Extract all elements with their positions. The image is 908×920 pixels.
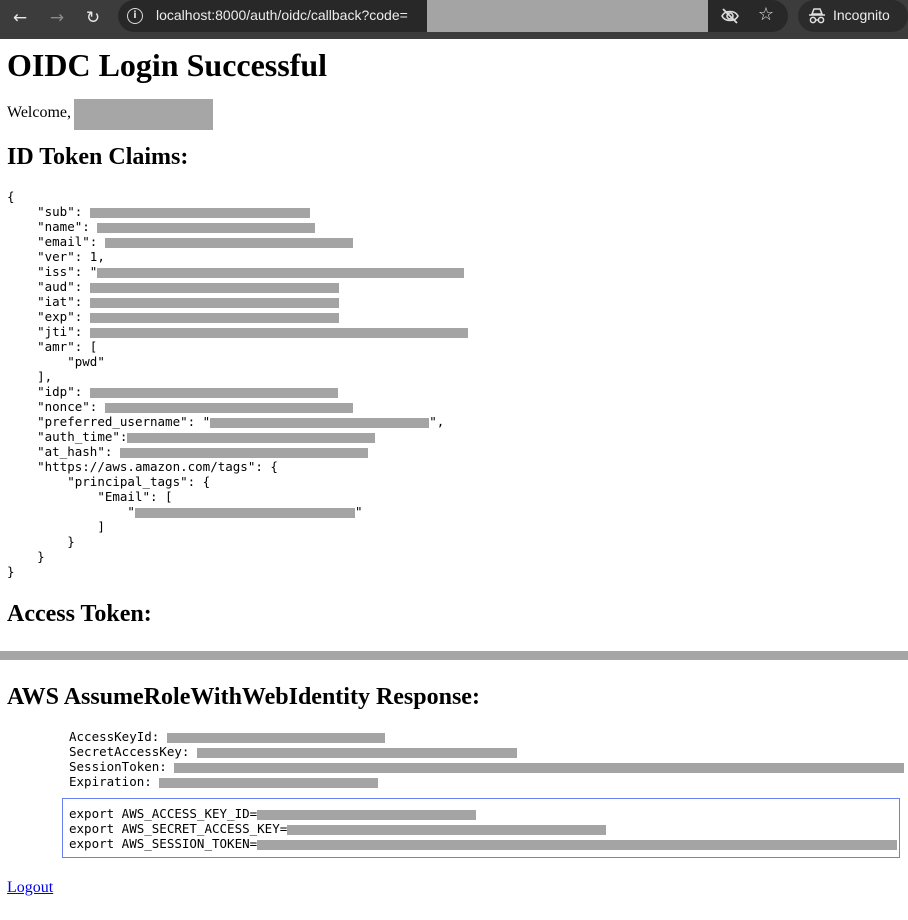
redaction bbox=[159, 778, 378, 788]
redaction bbox=[97, 223, 315, 233]
star-icon[interactable]: ☆ bbox=[757, 4, 775, 25]
redaction bbox=[90, 328, 468, 338]
redaction bbox=[90, 283, 339, 293]
export-secret-key: export AWS_SECRET_ACCESS_KEY= bbox=[69, 821, 288, 836]
aws-response-heading: AWS AssumeRoleWithWebIdentity Response: bbox=[7, 684, 480, 710]
url-text[interactable]: localhost:8000/auth/oidc/callback?code= bbox=[156, 7, 408, 23]
url-redaction bbox=[427, 0, 708, 32]
reload-icon[interactable]: ↻ bbox=[85, 8, 101, 28]
export-commands-box[interactable] bbox=[62, 798, 900, 858]
claim-iss: "iss": " bbox=[37, 264, 98, 279]
redaction bbox=[90, 313, 339, 323]
claim-aws-tags: "https://aws.amazon.com/tags": { bbox=[37, 459, 278, 474]
browser-toolbar bbox=[0, 0, 908, 39]
claim-jti: "jti": bbox=[37, 324, 90, 339]
claim-amr: "amr": [ bbox=[37, 339, 98, 354]
back-arrow-icon[interactable]: ← bbox=[12, 8, 28, 28]
quote-close: " bbox=[354, 504, 363, 519]
site-info-icon[interactable]: i bbox=[127, 8, 143, 24]
id-token-heading: ID Token Claims: bbox=[7, 144, 189, 170]
eye-off-icon[interactable] bbox=[720, 6, 740, 26]
redaction bbox=[135, 508, 355, 518]
claim-aud: "aud": bbox=[37, 279, 90, 294]
redaction bbox=[90, 298, 339, 308]
claim-principal-tags: "principal_tags": { bbox=[67, 474, 211, 489]
welcome-label: Welcome, bbox=[7, 104, 72, 121]
id-token-claims: { "sub": "name": "email": "ver": 1, "iss": " "aud": "iat": "exp": "jti": "amr": [ "pwd" ], "idp": "nonce": "preferred_username": " ", "auth_time": "at_hash": "https://aws.amazon.com/tags": { "principal_tags": { "Email": [ " " ] } } } bbox=[7, 189, 468, 579]
aws-credentials bbox=[69, 729, 904, 789]
secret-key-label: SecretAccessKey: bbox=[69, 744, 190, 759]
claims-open-brace: { bbox=[7, 189, 15, 204]
access-token-heading: Access Token: bbox=[7, 601, 152, 627]
expiration-label: Expiration: bbox=[69, 774, 152, 789]
export-commands[interactable] bbox=[69, 806, 897, 851]
claim-auth-time: "auth_time": bbox=[37, 429, 128, 444]
redaction bbox=[257, 840, 897, 850]
redaction bbox=[97, 268, 464, 278]
incognito-label: Incognito bbox=[833, 7, 890, 23]
redaction bbox=[167, 733, 385, 743]
claim-aws-tags-close: } bbox=[37, 549, 45, 564]
claim-principal-tags-close: } bbox=[67, 534, 75, 549]
claim-ver: "ver": 1, bbox=[37, 249, 105, 264]
address-bar[interactable] bbox=[118, 0, 788, 32]
welcome-text bbox=[7, 103, 71, 123]
export-access-key: export AWS_ACCESS_KEY_ID= bbox=[69, 806, 258, 821]
access-token-redaction bbox=[0, 651, 908, 660]
redaction bbox=[127, 433, 375, 443]
quote-open: " bbox=[127, 504, 135, 519]
redaction bbox=[105, 403, 353, 413]
claim-iat: "iat": bbox=[37, 294, 90, 309]
claim-name: "name": bbox=[37, 219, 98, 234]
session-token-label: SessionToken: bbox=[69, 759, 167, 774]
claim-preferred-username: "preferred_username": " bbox=[37, 414, 211, 429]
redaction bbox=[210, 418, 429, 428]
forward-arrow-icon[interactable]: → bbox=[49, 8, 65, 28]
claim-email-tag-close: ] bbox=[97, 519, 105, 534]
claim-amr-close: ], bbox=[37, 369, 53, 384]
export-session-token: export AWS_SESSION_TOKEN= bbox=[69, 836, 258, 851]
username-redaction bbox=[74, 99, 213, 130]
page-title: OIDC Login Successful bbox=[7, 47, 328, 83]
claim-nonce: "nonce": bbox=[37, 399, 105, 414]
claims-close-brace: } bbox=[7, 564, 15, 579]
redaction bbox=[120, 448, 368, 458]
claim-exp: "exp": bbox=[37, 309, 90, 324]
incognito-badge[interactable] bbox=[798, 0, 908, 32]
claim-at-hash: "at_hash": bbox=[37, 444, 120, 459]
redaction bbox=[287, 825, 606, 835]
redaction bbox=[197, 748, 517, 758]
claim-email: "email": bbox=[37, 234, 105, 249]
redaction bbox=[105, 238, 353, 248]
claim-idp: "idp": bbox=[37, 384, 90, 399]
access-key-label: AccessKeyId: bbox=[69, 729, 160, 744]
redaction bbox=[257, 810, 476, 820]
redaction bbox=[90, 208, 310, 218]
redaction bbox=[174, 763, 904, 773]
claim-email-tag: "Email": [ bbox=[97, 489, 173, 504]
incognito-icon bbox=[808, 7, 826, 25]
claim-amr-pwd: "pwd" bbox=[67, 354, 105, 369]
claim-sub: "sub": bbox=[37, 204, 90, 219]
redaction bbox=[90, 388, 338, 398]
logout-link[interactable]: Logout bbox=[7, 879, 54, 896]
